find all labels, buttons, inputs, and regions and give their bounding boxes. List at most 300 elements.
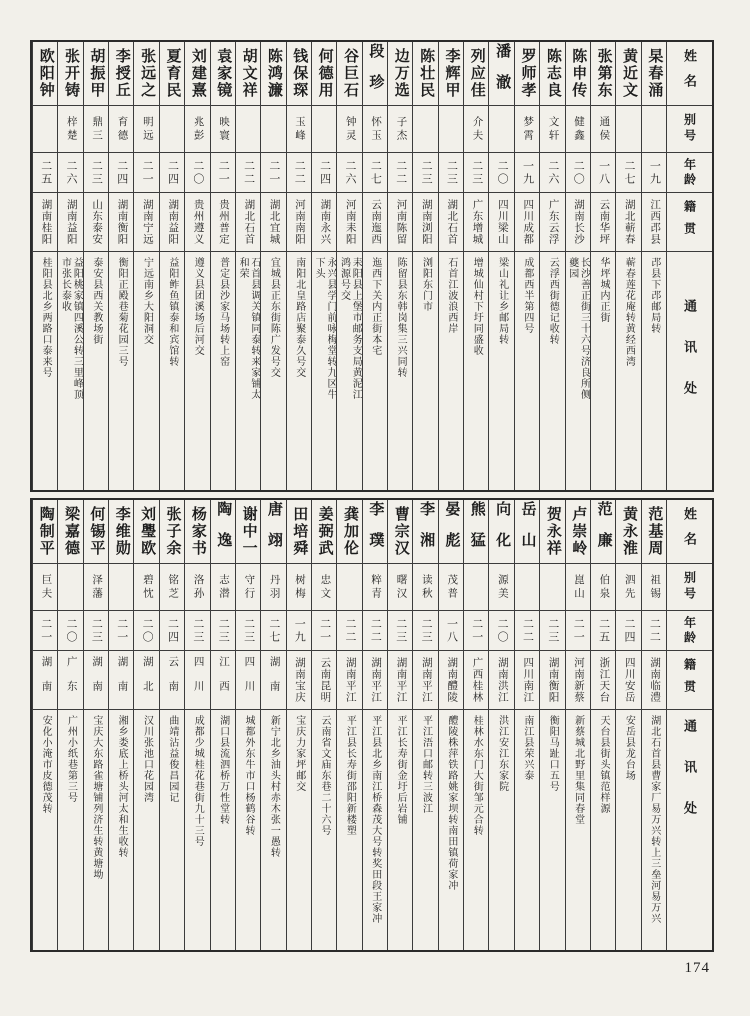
alias-cell [236,106,260,153]
column-header-name: 姓名 [682,48,697,99]
alias-cell-text: 志潜 [217,573,229,601]
address-cell-text: 汉川张池口花园湾 [141,715,153,803]
name-cell-text: 张开铸 [63,48,80,99]
alias-cell [287,106,311,153]
name-cell [591,42,615,106]
alias-cell [413,564,437,611]
address-cell-text: 湘乡娄底上桥头河太和生收转 [116,715,128,858]
alias-cell-text: 崑山 [572,573,584,601]
name-cell-text: 岳山 [519,500,536,563]
address-cell [616,252,640,490]
name-cell [464,500,488,564]
person-column [83,500,108,950]
person-column [133,500,158,950]
address-cell-text: 桂阳县北乡两路口泰来号 [40,257,52,378]
name-cell [312,42,336,106]
person-column [387,500,412,950]
name-cell [134,42,158,106]
origin-cell [642,651,666,710]
address-cell [337,252,361,490]
origin-cell [160,193,184,252]
origin-cell [489,651,513,710]
age-cell [489,611,513,651]
age-cell [211,153,235,193]
address-cell [287,710,311,950]
person-column [463,500,488,950]
origin-cell-text: 湖北石首 [243,199,255,245]
alias-cell [185,106,209,153]
header-cell-contact [667,252,712,490]
origin-cell-text: 湖北蕲春 [623,199,635,245]
origin-cell [58,651,82,710]
alias-cell-text: 怀玉 [370,115,382,143]
address-cell-text: 泰安县西关教场街 [90,257,102,345]
name-cell [236,500,260,564]
alias-cell-text: 育德 [116,115,128,143]
age-cell [388,153,412,193]
origin-cell-text: 湖南永兴 [319,199,331,245]
address-cell [464,252,488,490]
person-column [438,500,463,950]
person-column [57,500,82,950]
name-cell-text: 龚加伦 [342,506,358,557]
age-cell [160,153,184,193]
address-cell [33,252,57,490]
person-column [286,500,311,950]
origin-cell [464,193,488,252]
origin-cell [515,193,539,252]
name-cell [261,42,285,106]
column-header-alias: 别号 [682,113,697,145]
age-cell-text: 二六 [546,159,559,186]
age-cell [109,153,133,193]
name-cell [591,500,615,564]
name-cell-text: 晏彪 [443,500,460,563]
address-cell-text: 成都西半第四号 [521,257,533,334]
name-cell [58,500,82,564]
address-cell-text: 洪江安江东家院 [496,715,508,792]
person-column [57,42,82,490]
age-cell-text: 二一 [217,159,230,186]
address-cell-text: 衡阳正殿巷菊花园三号 [116,257,128,367]
origin-cell [84,651,108,710]
name-cell [540,500,564,564]
age-cell-text: 二三 [394,617,407,644]
alias-cell-text: 钟灵 [344,115,356,143]
header-cell-age [667,153,712,193]
person-column [514,42,539,490]
alias-cell-text: 源美 [496,573,508,601]
origin-cell [566,193,590,252]
address-cell [337,710,361,950]
address-cell-text: 宝庆力家坪邮交 [293,715,305,792]
name-cell [388,500,412,564]
origin-cell [388,651,412,710]
origin-cell-text: 湖南宁远 [141,199,153,245]
age-cell-text: 二五 [39,159,52,186]
name-cell [489,42,513,106]
origin-cell-text: 云南 [167,655,179,705]
origin-cell [109,193,133,252]
alias-cell [160,106,184,153]
address-cell-text: 石首江波浪西岸 [445,257,457,334]
name-cell [337,500,361,564]
age-cell-text: 二二 [369,617,382,644]
name-cell [33,42,57,106]
age-cell [489,153,513,193]
age-cell [642,153,666,193]
name-cell-text: 范基周 [646,506,663,557]
person-column [32,42,57,490]
address-cell [464,710,488,950]
age-cell-text: 二四 [166,159,179,186]
name-cell-text: 李授丘 [113,48,130,99]
origin-cell [33,651,57,710]
name-cell-text: 卢崇岭 [570,506,587,557]
name-cell-text: 黄近文 [620,48,637,99]
alias-cell-text: 泽藩 [91,573,103,601]
age-cell [363,611,387,651]
origin-cell [540,193,564,252]
age-cell [33,611,57,651]
person-column [590,42,615,490]
age-cell [616,153,640,193]
header-cell-contact [667,710,712,950]
person-column [235,500,260,950]
name-cell [33,500,57,564]
name-cell [566,42,590,106]
address-cell-text: 平江长寿街金圩后岩铺 [395,715,407,825]
name-cell [236,42,260,106]
alias-cell [261,106,285,153]
address-cell-text: 耒阳县上堡市邮务支局黄泥江鸿源号交 [338,257,362,400]
origin-cell [616,651,640,710]
origin-cell [58,193,82,252]
person-column [336,500,361,950]
address-cell-text: 云南省文庙东巷二十六号 [319,715,331,836]
origin-cell [84,193,108,252]
name-cell-text: 范廉 [595,500,612,563]
address-cell [236,710,260,950]
alias-cell-text: 子杰 [395,115,407,143]
name-cell-text: 袁家镜 [215,48,232,99]
origin-cell [439,651,463,710]
alias-cell-text: 铭芝 [167,573,179,601]
origin-cell-text: 贵州普定 [217,199,229,245]
person-column [184,42,209,490]
origin-cell-text: 湖南桂阳 [40,199,52,245]
name-cell-text: 边万选 [392,48,409,99]
alias-cell-text: 洛孙 [192,573,204,601]
address-cell [642,710,666,950]
origin-cell [287,651,311,710]
person-column [641,42,666,490]
name-cell [642,42,666,106]
origin-cell-text: 山东泰安 [91,199,103,245]
person-column [311,42,336,490]
name-cell-text: 谷巨石 [342,48,358,99]
age-cell [261,611,285,651]
person-column [235,42,260,490]
age-cell [134,153,158,193]
address-cell-text: 云浮西街德记收转 [547,257,559,345]
address-cell-text: 平江县北乡南江桥森茂大号转奖田段王家冲 [369,715,381,924]
alias-cell [489,564,513,611]
address-cell [312,252,336,490]
age-cell [337,611,361,651]
name-cell-text: 张第东 [595,48,612,99]
name-cell [388,42,412,106]
age-cell [236,153,260,193]
name-cell [287,500,311,564]
origin-cell-text: 湖南 [91,655,103,705]
person-column [463,42,488,490]
origin-cell [287,193,311,252]
alias-cell-text: 忠文 [319,573,331,601]
address-cell [515,710,539,950]
address-cell-text: 陈留县东韩岗集三兴同转 [395,257,407,378]
address-cell-text: 安化小淹市皮德茂转 [40,715,52,814]
column-header-alias: 别号 [682,571,697,603]
alias-cell [515,564,539,611]
name-cell [160,500,184,564]
person-column [539,42,564,490]
alias-cell-text: 梦霄 [522,115,534,143]
name-cell [464,42,488,106]
address-cell [134,710,158,950]
origin-cell-text: 湖南衡阳 [547,657,559,703]
origin-cell [33,193,57,252]
alias-cell [211,564,235,611]
age-cell-text: 二七 [267,617,280,644]
column-header-age: 年龄 [682,615,697,646]
age-cell-text: 二三 [191,617,204,644]
column-header-contact: 通讯处 [682,718,697,842]
address-cell [642,252,666,490]
alias-cell [134,564,158,611]
origin-cell-text: 湖南醴陵 [446,657,458,703]
age-cell-text: 二〇 [496,617,509,644]
age-cell-text: 二五 [597,617,610,644]
alias-cell [642,106,666,153]
name-cell [58,42,82,106]
name-cell-text: 刘璺欧 [139,506,156,557]
name-cell-text: 罗师孝 [519,48,536,99]
name-cell-text: 段珍 [367,42,384,105]
alias-cell-text: 丹羽 [268,573,280,601]
address-cell [489,252,513,490]
origin-cell-text: 湖南宝庆 [294,657,306,703]
address-cell-text: 浏阳东门市 [420,257,432,312]
origin-cell-text: 湖南洪江 [496,657,508,703]
person-column [565,500,590,950]
origin-cell [160,651,184,710]
name-cell-text: 梁嘉德 [63,506,80,557]
name-cell-text: 刘建熹 [189,48,206,99]
alias-cell [185,564,209,611]
address-cell [566,252,590,490]
age-cell-text: 二三 [217,617,230,644]
alias-cell [540,564,564,611]
age-cell-text: 二三 [420,617,433,644]
header-cell-name [667,500,712,564]
address-cell [540,252,564,490]
name-cell-text: 夏育民 [164,48,181,99]
age-cell [540,611,564,651]
name-cell [84,500,108,564]
name-cell [261,500,285,564]
origin-cell-text: 湖南衡阳 [116,199,128,245]
person-column [108,500,133,950]
name-cell-text: 陈志良 [544,48,561,99]
age-cell-text: 二一 [572,617,585,644]
age-cell-text: 二二 [293,159,306,186]
alias-cell-text: 健鑫 [572,115,584,143]
name-cell [515,42,539,106]
person-column [336,42,361,490]
address-cell [388,252,412,490]
alias-cell [134,106,158,153]
age-cell-text: 二一 [39,617,52,644]
age-cell-text: 二四 [622,617,635,644]
alias-cell-text: 梓楚 [65,115,77,143]
person-column [32,500,57,950]
origin-cell [388,193,412,252]
origin-cell-text: 云南迤西 [370,199,382,245]
address-cell-text: 醴陵株萍铁路姚家坝转南田镇荷家冲 [445,715,457,891]
address-cell [236,252,260,490]
age-cell-text: 二三 [90,617,103,644]
name-cell-text: 陈壮民 [418,48,435,99]
person-column [590,500,615,950]
address-cell [261,252,285,490]
address-cell [185,252,209,490]
person-column [83,42,108,490]
age-cell-text: 二二 [394,159,407,186]
alias-cell [160,564,184,611]
alias-cell-text: 粹青 [370,573,382,601]
address-cell [109,710,133,950]
alias-cell-text: 鼎三 [91,115,103,143]
alias-cell [464,564,488,611]
name-cell [109,42,133,106]
alias-cell [642,564,666,611]
age-cell [84,611,108,651]
origin-cell-text: 贵州遵义 [192,199,204,245]
origin-cell-text: 湖南浏阳 [420,199,432,245]
name-cell-text: 钱保琛 [291,48,308,99]
alias-cell [312,106,336,153]
person-column [286,42,311,490]
directory-table-bottom [30,498,714,952]
column-header-origin: 籍贯 [682,658,697,702]
name-cell [337,42,361,106]
alias-cell [33,564,57,611]
name-cell-text: 谢中一 [240,506,257,557]
alias-cell [109,564,133,611]
origin-cell [363,651,387,710]
alias-cell-text: 曙汉 [395,573,407,601]
alias-cell [109,106,133,153]
address-cell [58,252,82,490]
origin-cell-text: 湖南临澧 [649,657,661,703]
origin-cell [211,193,235,252]
address-cell [312,710,336,950]
origin-cell-text: 广东增城 [471,199,483,245]
name-cell-text: 胡振甲 [88,48,105,99]
address-cell-text: 衡阳马趾口五号 [547,715,559,792]
alias-cell-text: 通侯 [598,115,610,143]
alias-cell [591,564,615,611]
age-cell [58,611,82,651]
origin-cell [515,651,539,710]
address-cell [439,710,463,950]
age-cell-text: 二三 [445,159,458,186]
address-cell [591,710,615,950]
name-cell-text: 杲春涌 [646,48,663,99]
name-cell [134,500,158,564]
age-cell-text: 二一 [267,159,280,186]
name-cell-text: 李湘 [418,500,435,563]
address-cell [287,252,311,490]
age-cell [337,153,361,193]
address-cell-text: 城都外东牛市口杨鹤谷转 [242,715,254,836]
origin-cell [591,651,615,710]
person-column [159,42,184,490]
header-cell-alias [667,106,712,153]
alias-cell [616,106,640,153]
address-cell-text: 长沙善正街三十六号济良所侧夔园 [566,257,590,400]
header-column [666,42,712,490]
alias-cell [439,106,463,153]
age-cell [185,611,209,651]
alias-cell [211,106,235,153]
age-cell [439,611,463,651]
address-cell [616,710,640,950]
origin-cell-text: 河南陈留 [395,199,407,245]
address-cell [84,252,108,490]
column-header-contact: 通讯处 [682,298,697,422]
alias-cell [439,564,463,611]
origin-cell [337,193,361,252]
address-cell-text: 石首县调关镇同泰转来家铺太和荣 [237,257,260,400]
age-cell-text: 二〇 [572,159,585,186]
name-cell-text: 陈鸿濂 [265,48,282,99]
age-cell-text: 二七 [622,159,635,186]
address-cell [363,252,387,490]
origin-cell-text: 四川南江 [522,657,534,703]
age-cell-text: 二二 [648,617,661,644]
alias-cell [363,564,387,611]
person-column [412,500,437,950]
address-cell [489,710,513,950]
origin-cell-text: 广东 [65,655,77,705]
alias-cell [363,106,387,153]
age-cell-text: 二一 [470,617,483,644]
address-cell [540,710,564,950]
person-column [615,42,640,490]
origin-cell [591,193,615,252]
age-cell [464,611,488,651]
alias-cell-text: 玉峰 [294,115,306,143]
age-cell-text: 一九 [648,159,661,186]
address-cell-text: 曲靖沾益俊昌园记 [166,715,178,803]
name-cell [439,42,463,106]
name-cell-text: 李璞 [367,500,384,563]
address-cell [363,710,387,950]
age-cell-text: 二〇 [496,159,509,186]
age-cell-text: 二三 [470,159,483,186]
